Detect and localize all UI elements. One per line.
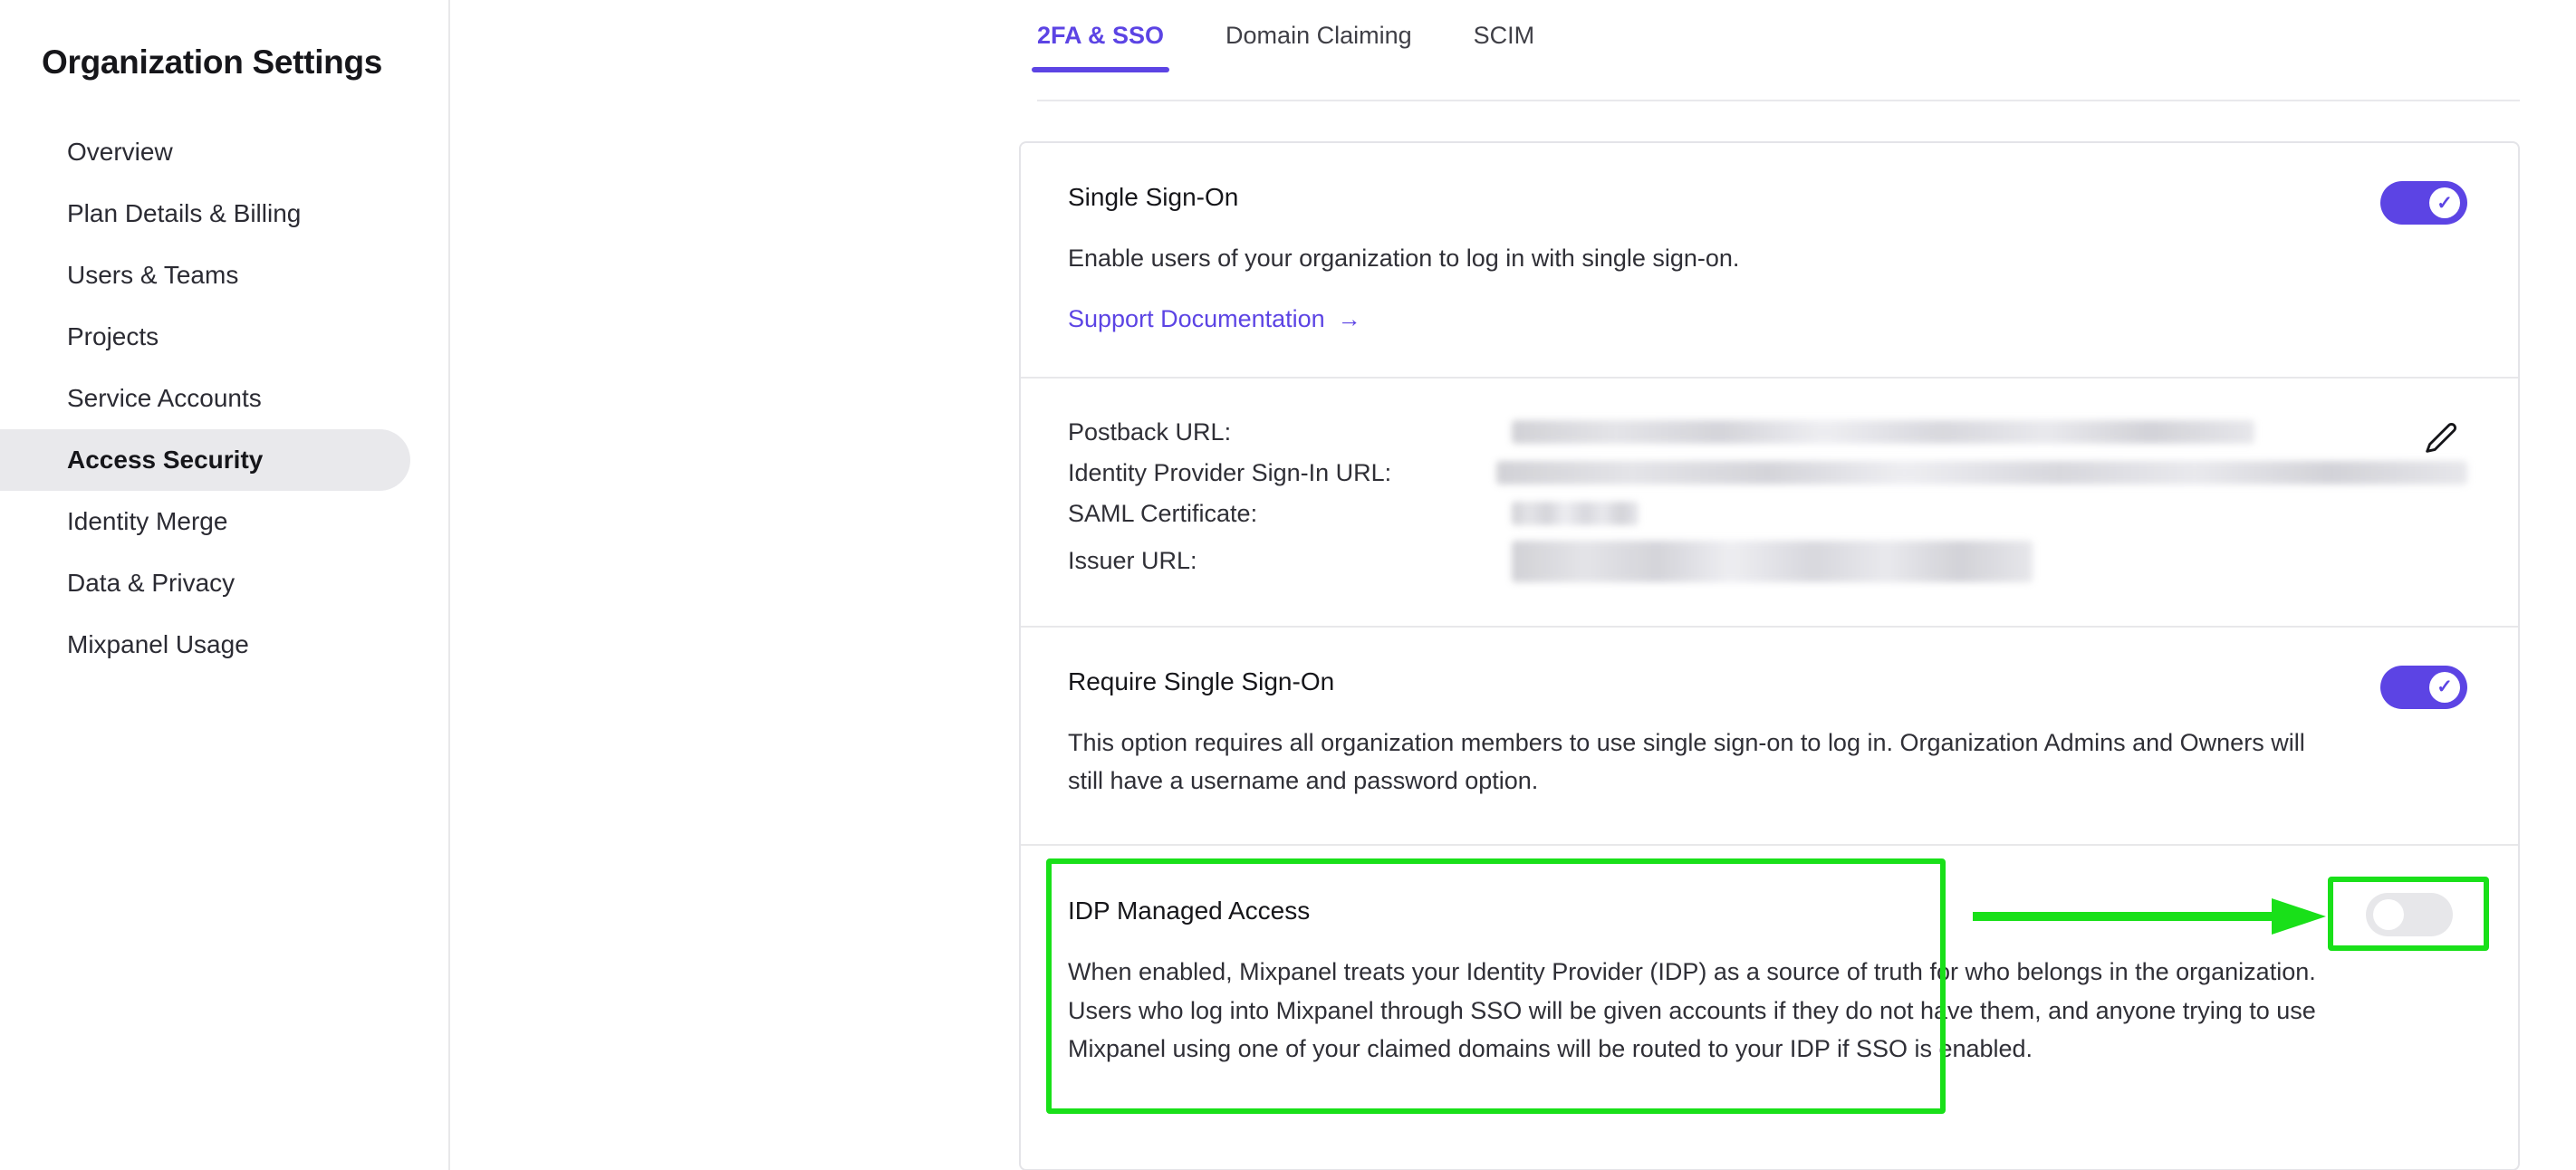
single-sign-on-title: Single Sign-On <box>1068 183 1239 211</box>
sidebar-item-projects[interactable] <box>0 306 410 368</box>
credential-label: SAML Certificate: <box>1068 499 1258 527</box>
main-content <box>450 0 2576 1170</box>
require-single-sign-on-description: This option requires all organization members to use single sign-on to log in. Organization Admins and Owners will still have a username and password option. <box>1068 728 2305 795</box>
sidebar-item-label: Data & Privacy <box>67 569 235 597</box>
sidebar-item-label: Projects <box>67 322 159 350</box>
idp-managed-access-title: IDP Managed Access <box>1068 896 1311 925</box>
sidebar-item-label: Users & Teams <box>67 261 239 289</box>
tabbar <box>1037 0 2520 101</box>
tab-label: Domain Claiming <box>1226 22 1412 49</box>
credential-label: Identity Provider Sign-In URL: <box>1068 458 1392 486</box>
sidebar-item-label: Mixpanel Usage <box>67 630 249 658</box>
sidebar-item-overview[interactable] <box>0 121 410 183</box>
sidebar-nav <box>0 121 448 676</box>
tab-domain-claiming[interactable] <box>1226 0 1412 70</box>
toggle-knob <box>2373 899 2404 930</box>
credential-row-postback-url <box>1068 418 2467 446</box>
require-single-sign-on-toggle[interactable] <box>2380 666 2467 709</box>
tabbar-wrapper <box>450 0 2576 101</box>
sso-credentials-section <box>1021 379 2518 628</box>
redacted-value <box>1512 420 2254 444</box>
sidebar-item-plan-details-billing[interactable] <box>0 183 410 245</box>
credential-label: Issuer URL: <box>1068 547 1197 575</box>
access-security-card <box>1019 141 2520 1170</box>
sso-credentials-list <box>1068 418 2467 582</box>
arrow-right-icon: → <box>1337 304 1361 332</box>
idp-managed-access-section <box>1021 846 2518 1125</box>
redacted-value <box>1512 541 2033 582</box>
tab-label: 2FA & SSO <box>1037 22 1165 49</box>
toggle-knob: ✓ <box>2429 672 2460 703</box>
credential-row-issuer-url <box>1068 541 2467 582</box>
idp-managed-access-toggle[interactable] <box>2366 893 2453 936</box>
idp-managed-access-description: When enabled, Mixpanel treats your Identity Provider (IDP) as a source of truth for who belongs in the organization. Users who log into Mixpanel through SSO will be given accounts if they do not have them, and anyone trying to use Mixpanel using one of your claimed domains will be routed to your IDP if SSO is enabled. <box>1068 957 2316 1063</box>
tab-scim[interactable] <box>1474 0 1535 70</box>
require-single-sign-on-section <box>1021 628 2518 846</box>
require-single-sign-on-title: Require Single Sign-On <box>1068 667 1335 695</box>
support-documentation-label: Support Documentation <box>1068 304 1325 332</box>
single-sign-on-section <box>1021 143 2518 379</box>
sidebar-item-label: Identity Merge <box>67 507 228 535</box>
sidebar-item-label: Service Accounts <box>67 384 262 412</box>
support-documentation-link[interactable] <box>1068 305 1361 333</box>
tab-2fa-sso[interactable] <box>1037 0 1164 70</box>
sidebar-item-label: Access Security <box>67 446 264 474</box>
sidebar-item-data-privacy[interactable] <box>0 552 410 614</box>
credential-row-saml-certificate <box>1068 500 2467 528</box>
sidebar-item-service-accounts[interactable] <box>0 368 410 429</box>
redacted-value <box>1512 502 1639 525</box>
credential-label: Postback URL: <box>1068 417 1232 446</box>
redacted-value <box>1496 461 2467 484</box>
sidebar <box>0 0 450 1170</box>
toggle-knob: ✓ <box>2429 187 2460 218</box>
single-sign-on-toggle[interactable] <box>2380 181 2467 225</box>
credential-row-idp-signin-url <box>1068 459 2467 487</box>
single-sign-on-description: Enable users of your organization to log in with single sign-on. <box>1068 245 1740 272</box>
sidebar-item-access-security[interactable] <box>0 429 410 491</box>
sidebar-item-users-teams[interactable] <box>0 245 410 306</box>
page-title: Organization Settings <box>42 43 383 81</box>
sidebar-item-identity-merge[interactable] <box>0 491 410 552</box>
tab-label: SCIM <box>1473 22 1535 49</box>
sidebar-item-label: Overview <box>67 138 173 166</box>
sidebar-item-mixpanel-usage[interactable] <box>0 614 410 676</box>
pencil-icon[interactable] <box>2420 417 2462 458</box>
sidebar-item-label: Plan Details & Billing <box>67 199 302 227</box>
